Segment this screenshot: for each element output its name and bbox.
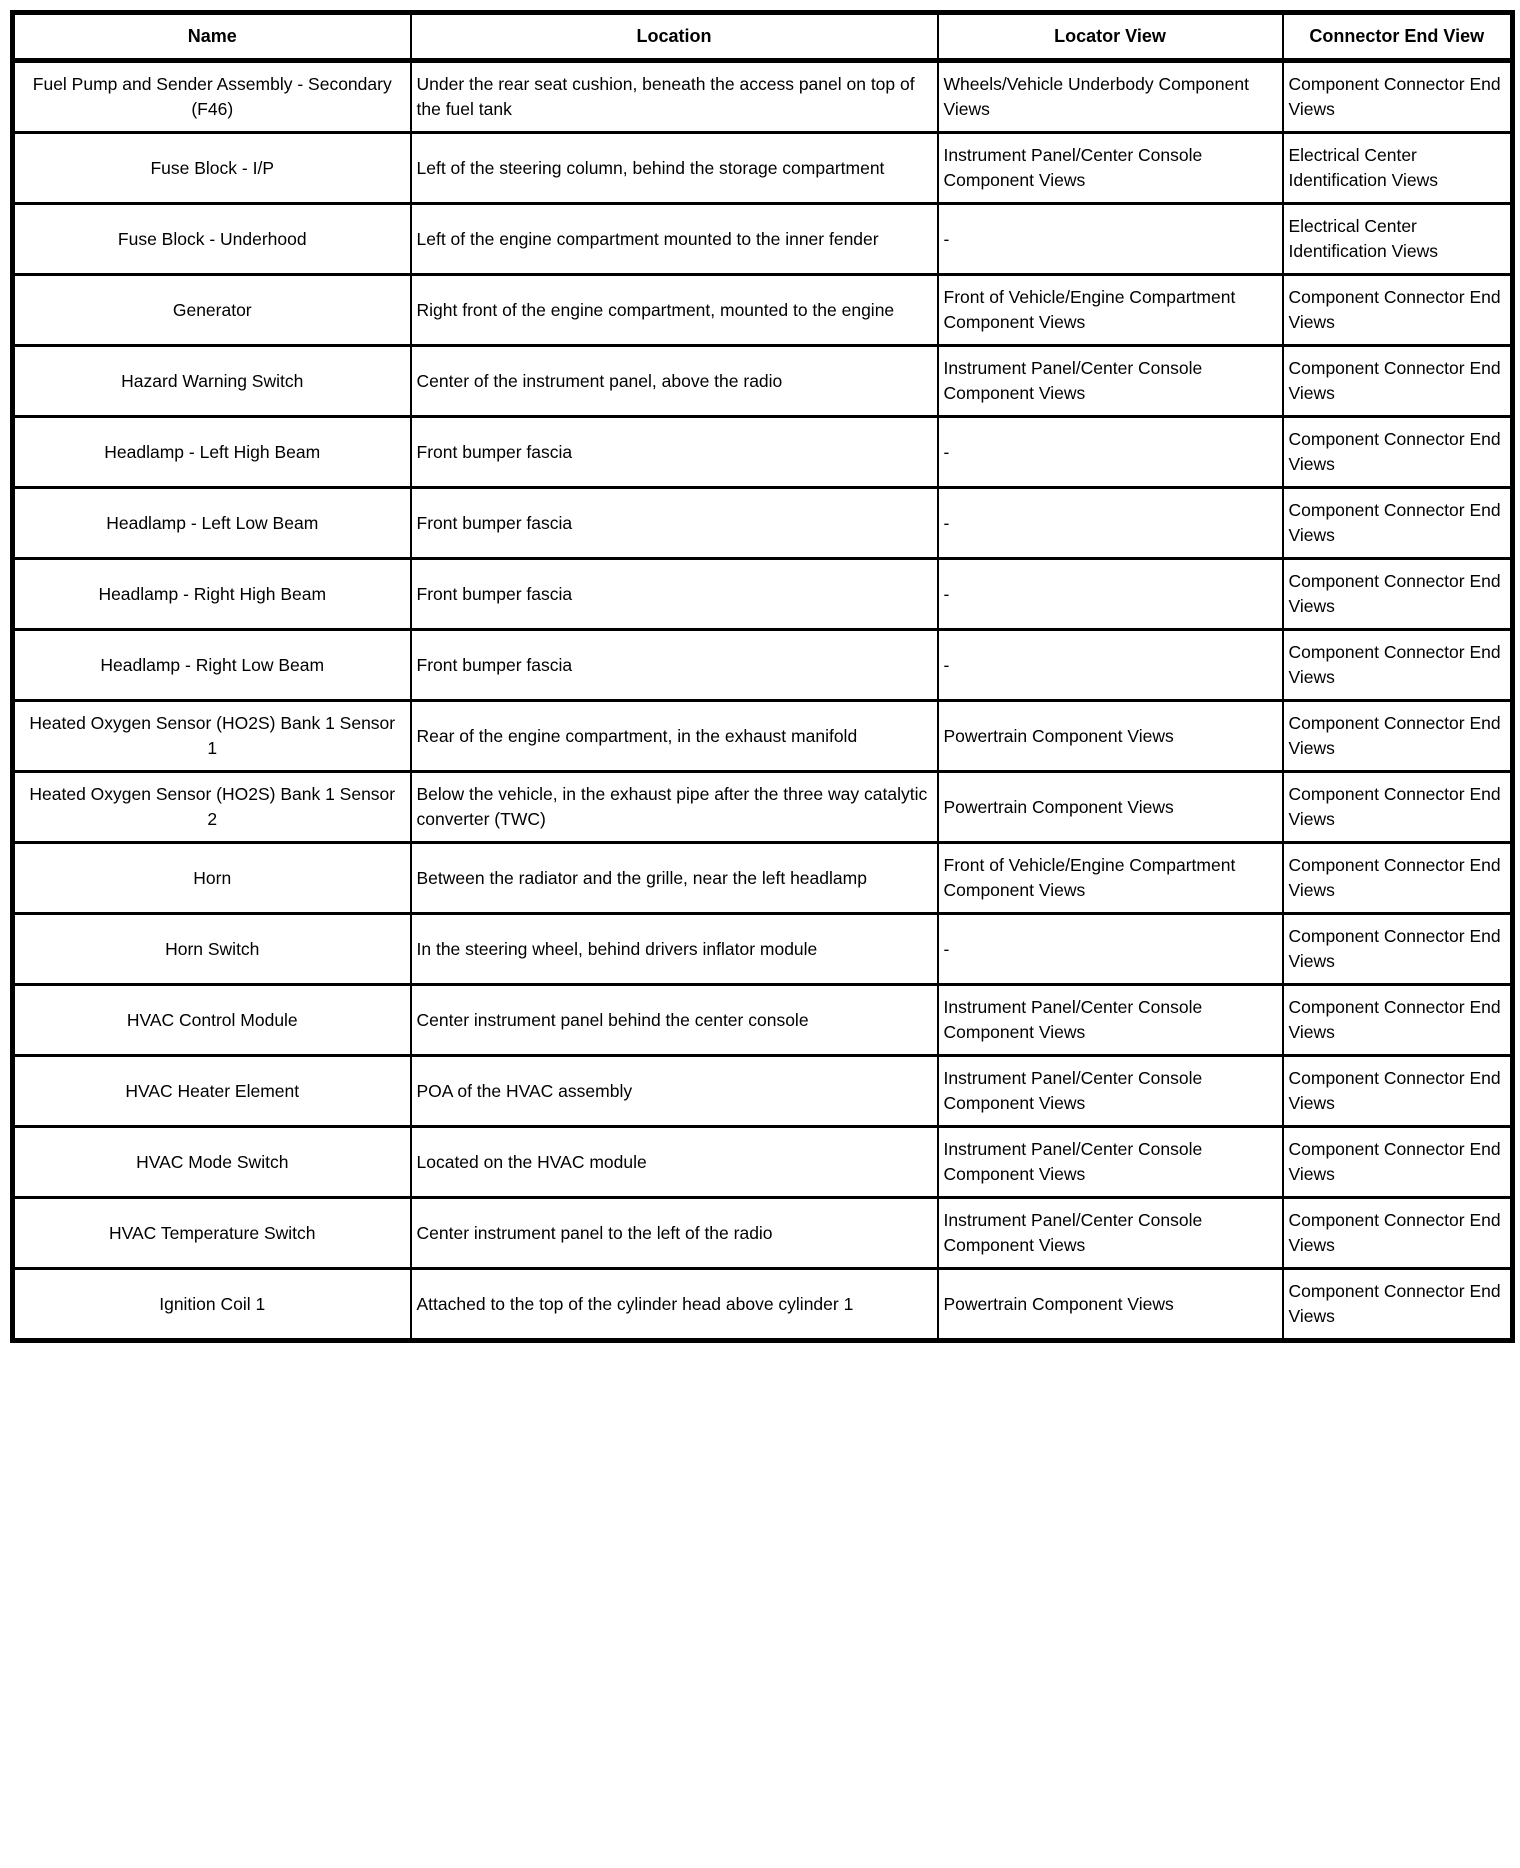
cell-location: Front bumper fascia xyxy=(411,559,938,630)
table-row xyxy=(13,914,1513,985)
cell-name: Headlamp - Right High Beam xyxy=(13,559,411,630)
cell-locator_view: Powertrain Component Views xyxy=(938,1269,1283,1341)
table-row xyxy=(13,630,1513,701)
table-row xyxy=(13,843,1513,914)
cell-locator_view: - xyxy=(938,914,1283,985)
cell-name: HVAC Mode Switch xyxy=(13,1127,411,1198)
column-header-connector-end-view: Connector End View xyxy=(1283,13,1513,61)
cell-locator_view: Powertrain Component Views xyxy=(938,701,1283,772)
cell-locator_view: Front of Vehicle/Engine Compartment Component Views xyxy=(938,843,1283,914)
cell-connector_end_view: Component Connector End Views xyxy=(1283,914,1513,985)
table-row xyxy=(13,559,1513,630)
table-header xyxy=(13,13,1513,61)
cell-location: Right front of the engine compartment, mounted to the engine xyxy=(411,275,938,346)
cell-name: Ignition Coil 1 xyxy=(13,1269,411,1341)
table-row xyxy=(13,1056,1513,1127)
cell-connector_end_view: Component Connector End Views xyxy=(1283,1056,1513,1127)
cell-name: Fuse Block - Underhood xyxy=(13,204,411,275)
cell-name: Generator xyxy=(13,275,411,346)
cell-name: Headlamp - Right Low Beam xyxy=(13,630,411,701)
cell-location: Front bumper fascia xyxy=(411,488,938,559)
table-row xyxy=(13,133,1513,204)
table-row xyxy=(13,985,1513,1056)
cell-location: Attached to the top of the cylinder head above cylinder 1 xyxy=(411,1269,938,1341)
cell-locator_view: Instrument Panel/Center Console Component Views xyxy=(938,133,1283,204)
column-header-locator-view: Locator View xyxy=(938,13,1283,61)
cell-connector_end_view: Component Connector End Views xyxy=(1283,630,1513,701)
component-location-table xyxy=(10,10,1515,1343)
cell-connector_end_view: Component Connector End Views xyxy=(1283,1127,1513,1198)
cell-locator_view: Front of Vehicle/Engine Compartment Component Views xyxy=(938,275,1283,346)
cell-connector_end_view: Component Connector End Views xyxy=(1283,843,1513,914)
cell-locator_view: - xyxy=(938,630,1283,701)
column-header-location: Location xyxy=(411,13,938,61)
cell-name: Fuse Block - I/P xyxy=(13,133,411,204)
table-row xyxy=(13,1198,1513,1269)
cell-name: Heated Oxygen Sensor (HO2S) Bank 1 Sensor 1 xyxy=(13,701,411,772)
table-row xyxy=(13,488,1513,559)
cell-location: Center instrument panel behind the center console xyxy=(411,985,938,1056)
cell-locator_view: Instrument Panel/Center Console Component Views xyxy=(938,1056,1283,1127)
table-row xyxy=(13,204,1513,275)
cell-locator_view: Wheels/Vehicle Underbody Component Views xyxy=(938,61,1283,133)
cell-name: Headlamp - Left Low Beam xyxy=(13,488,411,559)
cell-name: Horn xyxy=(13,843,411,914)
cell-locator_view: Instrument Panel/Center Console Component Views xyxy=(938,1198,1283,1269)
cell-connector_end_view: Component Connector End Views xyxy=(1283,559,1513,630)
cell-locator_view: Instrument Panel/Center Console Component Views xyxy=(938,346,1283,417)
cell-name: HVAC Temperature Switch xyxy=(13,1198,411,1269)
cell-location: Located on the HVAC module xyxy=(411,1127,938,1198)
cell-locator_view: Instrument Panel/Center Console Component Views xyxy=(938,985,1283,1056)
cell-connector_end_view: Component Connector End Views xyxy=(1283,772,1513,843)
cell-location: Front bumper fascia xyxy=(411,630,938,701)
cell-name: Horn Switch xyxy=(13,914,411,985)
cell-name: Heated Oxygen Sensor (HO2S) Bank 1 Sensor 2 xyxy=(13,772,411,843)
cell-connector_end_view: Component Connector End Views xyxy=(1283,275,1513,346)
table-row xyxy=(13,346,1513,417)
table-row xyxy=(13,417,1513,488)
cell-location: Left of the engine compartment mounted to the inner fender xyxy=(411,204,938,275)
cell-location: Center of the instrument panel, above the radio xyxy=(411,346,938,417)
cell-locator_view: Powertrain Component Views xyxy=(938,772,1283,843)
cell-locator_view: - xyxy=(938,488,1283,559)
cell-locator_view: Instrument Panel/Center Console Component Views xyxy=(938,1127,1283,1198)
cell-connector_end_view: Component Connector End Views xyxy=(1283,488,1513,559)
cell-connector_end_view: Electrical Center Identification Views xyxy=(1283,133,1513,204)
cell-location: Between the radiator and the grille, near the left headlamp xyxy=(411,843,938,914)
cell-connector_end_view: Component Connector End Views xyxy=(1283,346,1513,417)
cell-location: Center instrument panel to the left of the radio xyxy=(411,1198,938,1269)
cell-location: Below the vehicle, in the exhaust pipe after the three way catalytic converter (TWC) xyxy=(411,772,938,843)
cell-connector_end_view: Component Connector End Views xyxy=(1283,1198,1513,1269)
cell-location: Under the rear seat cushion, beneath the access panel on top of the fuel tank xyxy=(411,61,938,133)
header-row xyxy=(13,13,1513,61)
table-row xyxy=(13,701,1513,772)
cell-locator_view: - xyxy=(938,204,1283,275)
cell-connector_end_view: Component Connector End Views xyxy=(1283,1269,1513,1341)
table-body xyxy=(13,61,1513,1341)
cell-name: HVAC Heater Element xyxy=(13,1056,411,1127)
cell-connector_end_view: Component Connector End Views xyxy=(1283,417,1513,488)
cell-connector_end_view: Component Connector End Views xyxy=(1283,701,1513,772)
cell-location: Left of the steering column, behind the storage compartment xyxy=(411,133,938,204)
cell-locator_view: - xyxy=(938,417,1283,488)
cell-name: HVAC Control Module xyxy=(13,985,411,1056)
cell-name: Hazard Warning Switch xyxy=(13,346,411,417)
cell-name: Headlamp - Left High Beam xyxy=(13,417,411,488)
table-row xyxy=(13,61,1513,133)
cell-name: Fuel Pump and Sender Assembly - Secondary (F46) xyxy=(13,61,411,133)
table-row xyxy=(13,1269,1513,1341)
cell-location: POA of the HVAC assembly xyxy=(411,1056,938,1127)
cell-connector_end_view: Component Connector End Views xyxy=(1283,61,1513,133)
cell-location: In the steering wheel, behind drivers inflator module xyxy=(411,914,938,985)
table-row xyxy=(13,275,1513,346)
table-row xyxy=(13,1127,1513,1198)
cell-connector_end_view: Electrical Center Identification Views xyxy=(1283,204,1513,275)
cell-location: Rear of the engine compartment, in the exhaust manifold xyxy=(411,701,938,772)
cell-location: Front bumper fascia xyxy=(411,417,938,488)
cell-locator_view: - xyxy=(938,559,1283,630)
table-row xyxy=(13,772,1513,843)
cell-connector_end_view: Component Connector End Views xyxy=(1283,985,1513,1056)
column-header-name: Name xyxy=(13,13,411,61)
